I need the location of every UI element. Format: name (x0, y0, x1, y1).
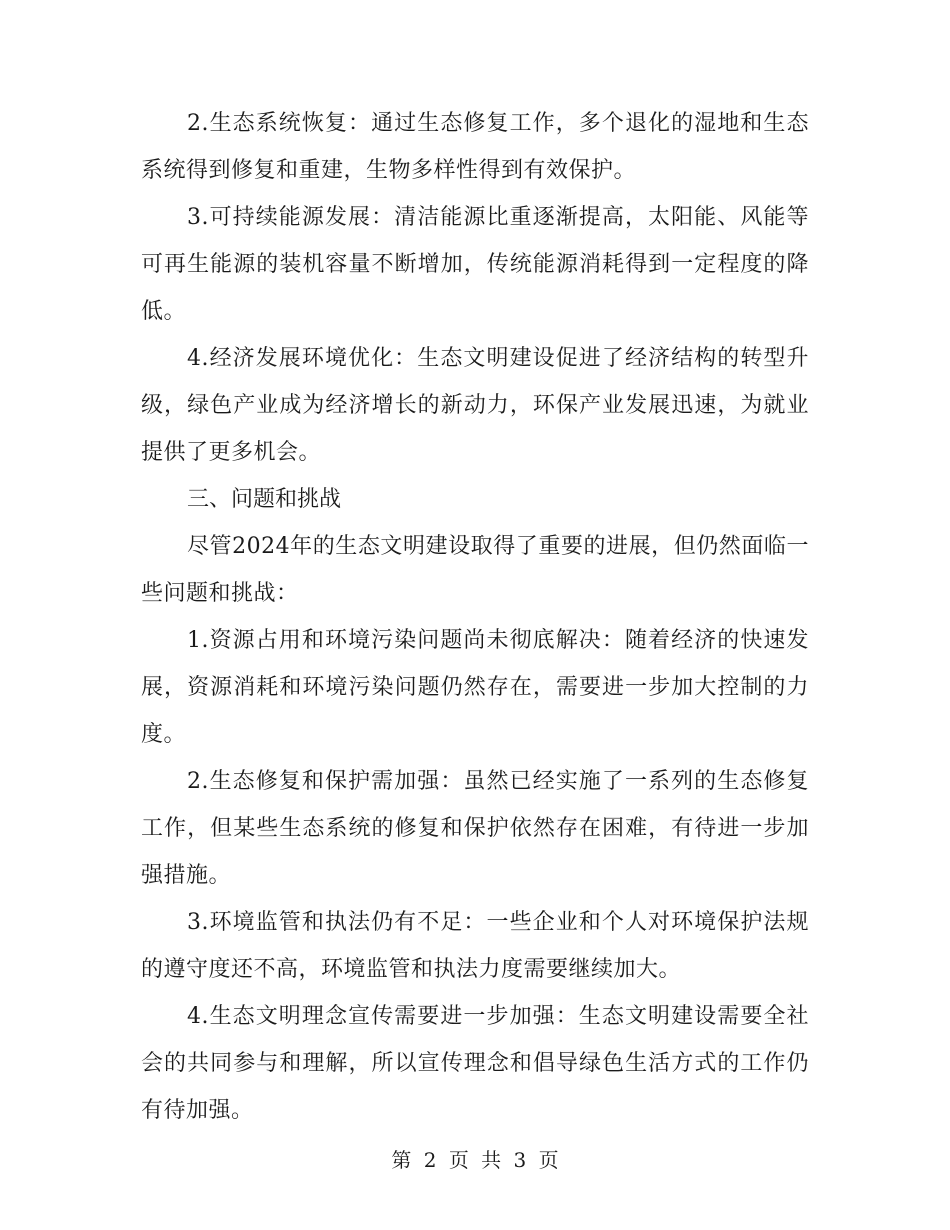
paragraph-sustainable-energy: 3.可持续能源发展：清洁能源比重逐渐提高，太阳能、风能等可再生能源的装机容量不断增加，传统能源消耗得到一定程度的降低。 (141, 205, 809, 324)
page-number-footer: 第 2 页 共 3 页 (391, 1148, 559, 1172)
paragraph-economic-environment: 4.经济发展环境优化：生态文明建设促进了经济结构的转型升级，绿色产业成为经济增长的新动力，环保产业发展迅速，为就业提供了更多机会。 (141, 346, 809, 465)
page-content (141, 100, 809, 1134)
problem-item: 4.生态文明理念宣传需要进一步加强：生态文明建设需要全社会的共同参与和理解，所以宣传理念和倡导绿色生活方式的工作仍有待加强。 (141, 1004, 809, 1123)
problem-item: 3.环境监管和执法仍有不足：一些企业和个人对环境保护法规的遵守度还不高，环境监管和执法力度需要继续加大。 (141, 910, 809, 982)
section-intro: 尽管2024年的生态文明建设取得了重要的进展，但仍然面临一些问题和挑战： (141, 534, 809, 606)
paragraph-ecosystem-recovery: 2.生态系统恢复：通过生态修复工作，多个退化的湿地和生态系统得到修复和重建，生物多样性得到有效保护。 (141, 111, 809, 183)
section-heading: 三、问题和挑战 (187, 487, 342, 512)
problem-item: 1.资源占用和环境污染问题尚未彻底解决：随着经济的快速发展，资源消耗和环境污染问题仍然存在，需要进一步加大控制的力度。 (141, 628, 809, 747)
problem-item: 2.生态修复和保护需加强：虽然已经实施了一系列的生态修复工作，但某些生态系统的修复和保护依然存在困难，有待进一步加强措施。 (141, 769, 809, 888)
